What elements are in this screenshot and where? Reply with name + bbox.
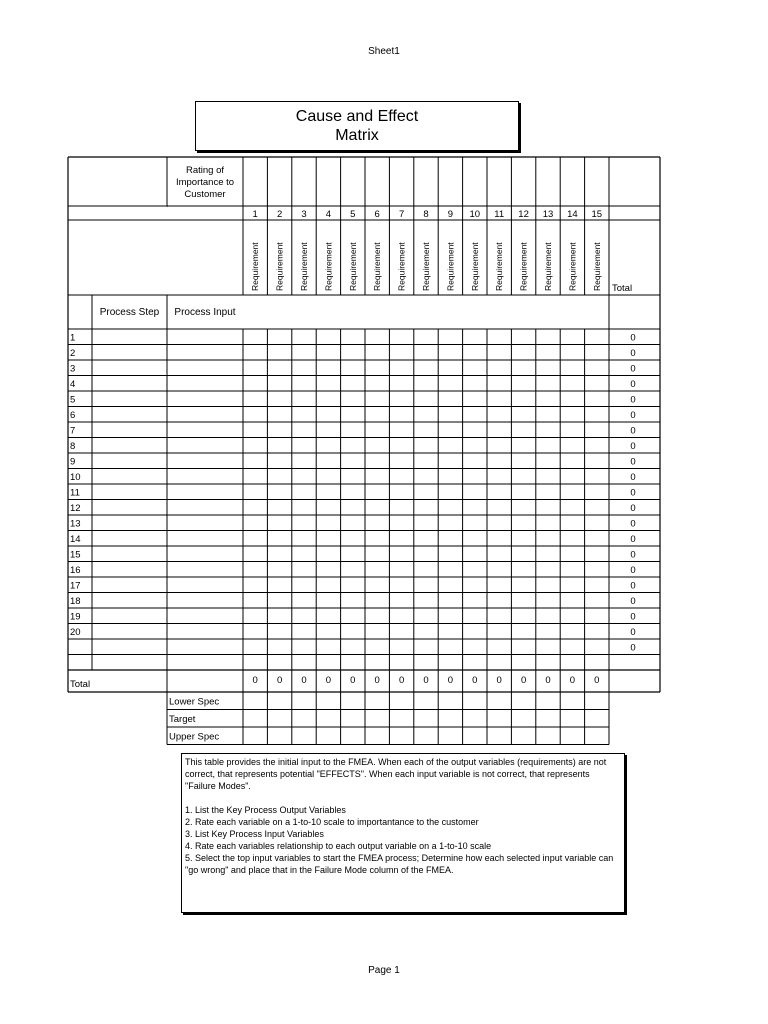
instruction-step-5: 5. Select the top input variables to start the FMEA process; Determine how each selected input variable can "go wrong" and place that in the Failure Mode column of the FMEA.: [185, 853, 614, 875]
column-total: 0: [569, 675, 576, 686]
column-total: 0: [276, 675, 283, 686]
row-number: 7: [70, 425, 76, 437]
row-number: 13: [70, 518, 81, 530]
row-total: 0: [630, 363, 636, 375]
row-total: 0: [630, 580, 636, 592]
requirement-label: Requirement: [396, 242, 407, 291]
requirement-label: Requirement: [518, 242, 529, 291]
row-total: 0: [630, 642, 636, 654]
requirement-label: Requirement: [299, 242, 309, 291]
row-total: 0: [630, 503, 636, 514]
column-total: 0: [472, 675, 478, 686]
page-number: Page 1: [368, 965, 400, 976]
requirement-label: Requirement: [250, 242, 261, 291]
column-total: 0: [496, 675, 502, 686]
instruction-step-1: 1. List the Key Process Output Variables: [185, 805, 346, 815]
process-input-header: Process Input: [174, 307, 236, 318]
title-line-1: Cause and Effect: [295, 108, 419, 125]
rating-header-text: Importance to: [175, 177, 235, 188]
row-number: 8: [70, 441, 76, 452]
row-total: 0: [630, 441, 636, 452]
spec-label: Target: [169, 714, 196, 725]
spec-label: Upper Spec: [169, 731, 220, 743]
row-total: 0: [630, 487, 636, 499]
requirement-number: 10: [469, 209, 481, 220]
requirement-label: Requirement: [445, 242, 456, 291]
column-total: 0: [350, 675, 356, 686]
requirement-number: 7: [398, 209, 405, 220]
process-step-header: Process Step: [99, 307, 160, 318]
row-number: 6: [70, 410, 76, 421]
instruction-step-2: 2. Rate each variable on a 1-to-10 scale to importantance to the customer: [185, 817, 479, 827]
rating-header-text: Customer: [184, 189, 226, 200]
row-number: 17: [70, 580, 81, 592]
row-total: 0: [630, 549, 636, 561]
column-total: 0: [398, 675, 405, 686]
row-number: 12: [70, 503, 81, 514]
requirement-number: 13: [542, 209, 554, 220]
column-total: 0: [301, 675, 307, 686]
row-number: 18: [70, 596, 81, 607]
row-total: 0: [630, 456, 636, 468]
row-number: 19: [70, 611, 81, 623]
spec-label: Lower Spec: [169, 696, 220, 708]
row-number: 4: [70, 379, 76, 390]
row-total: 0: [630, 596, 636, 607]
requirement-number: 8: [423, 209, 429, 220]
requirement-number: 2: [276, 209, 283, 220]
instructions-intro: This table provides the initial input to the FMEA. When each of the output variables (requirements) are not correct, that represents potential "EFFECTS". When each input variable is not correct, that represents "Failure Modes".: [185, 757, 607, 791]
requirement-number: 3: [301, 209, 307, 220]
row-total: 0: [630, 534, 636, 545]
row-total: 0: [630, 394, 636, 406]
requirement-number: 15: [591, 209, 603, 220]
instruction-step-4: 4. Rate each variables relationship to each output variable on a 1-to-10 scale: [185, 841, 492, 851]
column-total: 0: [545, 675, 551, 686]
column-total: 0: [423, 675, 429, 686]
row-number: 16: [70, 565, 81, 576]
row-number: 5: [70, 394, 76, 406]
column-total: 0: [594, 675, 600, 686]
row-total: 0: [630, 472, 636, 483]
total-row-label: Total: [70, 679, 91, 690]
row-number: 11: [70, 487, 80, 499]
requirement-number: 5: [350, 209, 356, 220]
requirement-number: 4: [325, 209, 332, 220]
row-total: 0: [630, 611, 636, 623]
sheet-name: Sheet1: [368, 46, 400, 57]
column-total: 0: [325, 675, 332, 686]
column-total: 0: [447, 675, 454, 686]
instructions-box: [181, 753, 625, 913]
requirement-label: Requirement: [469, 242, 480, 291]
row-number: 14: [70, 534, 81, 545]
row-total: 0: [630, 410, 636, 421]
row-total: 0: [630, 348, 636, 359]
instruction-step-3: 3. List Key Process Input Variables: [185, 829, 324, 839]
title-line-2: Matrix: [335, 127, 379, 144]
row-number: 3: [70, 363, 76, 375]
row-total: 0: [630, 332, 636, 344]
row-number: 1: [70, 332, 76, 344]
row-number: 15: [70, 549, 81, 561]
requirement-label: Requirement: [323, 242, 334, 291]
row-number: 9: [70, 456, 76, 468]
requirement-label: Requirement: [372, 242, 383, 291]
requirement-label: Requirement: [421, 242, 431, 291]
row-total: 0: [630, 518, 636, 530]
requirement-label: Requirement: [591, 242, 602, 291]
column-total: 0: [520, 675, 527, 686]
row-total: 0: [630, 425, 636, 437]
requirement-label: Requirement: [274, 242, 285, 291]
total-column-header: Total: [612, 283, 633, 294]
column-total: 0: [374, 675, 380, 686]
row-total: 0: [630, 627, 636, 638]
row-total: 0: [630, 565, 636, 576]
rating-header-text: Rating of: [185, 165, 225, 176]
requirement-number: 14: [567, 209, 578, 220]
requirement-label: Requirement: [567, 242, 578, 291]
requirement-label: Requirement: [543, 242, 553, 291]
row-number: 2: [70, 348, 76, 359]
requirement-number: 6: [374, 209, 380, 220]
row-number: 10: [70, 472, 81, 483]
row-number: 20: [70, 627, 81, 638]
requirement-label: Requirement: [494, 242, 505, 291]
requirement-number: 11: [494, 209, 505, 220]
column-total: 0: [252, 675, 258, 686]
row-total: 0: [630, 379, 636, 390]
requirement-number: 1: [252, 209, 258, 220]
requirement-number: 9: [447, 209, 454, 220]
requirement-number: 12: [518, 209, 529, 220]
requirement-label: Requirement: [347, 242, 358, 291]
